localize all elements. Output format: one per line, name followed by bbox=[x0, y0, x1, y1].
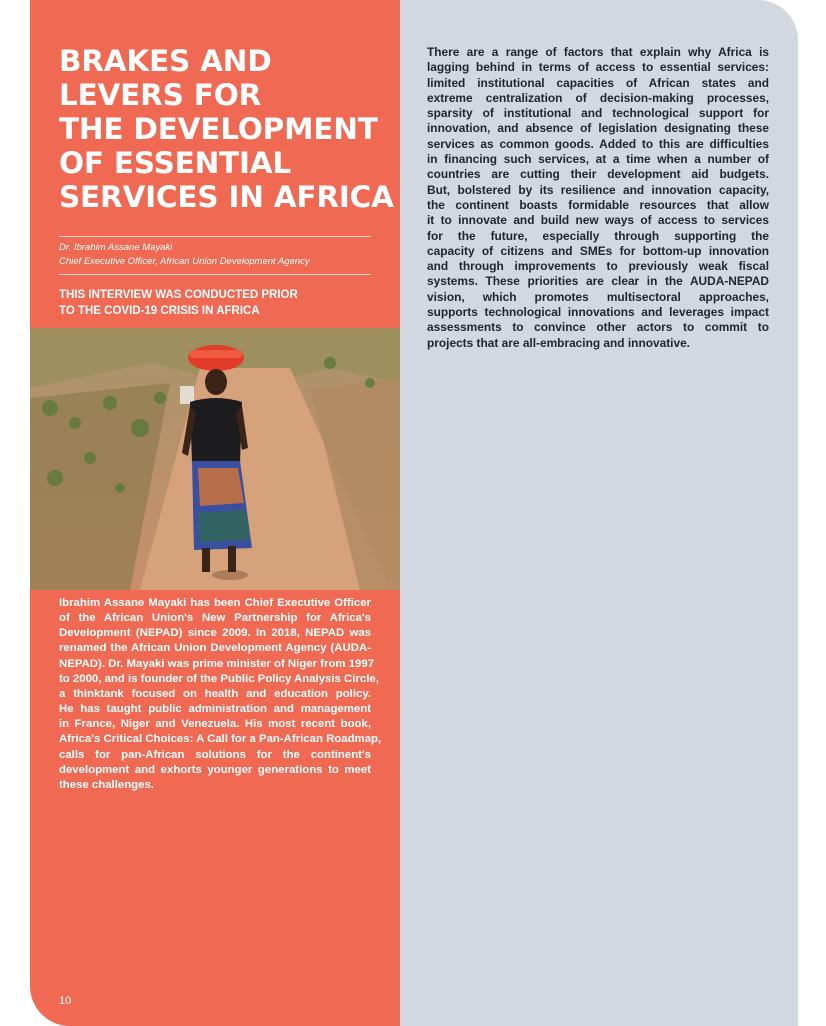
body-line: supports technological innovations and leverages impact bbox=[427, 305, 769, 320]
body-line: But, bolstered by its resilience and innovation capacity, bbox=[427, 182, 769, 197]
divider-top bbox=[59, 236, 371, 237]
article-body bbox=[427, 45, 769, 351]
author-bio bbox=[59, 596, 382, 793]
body-line: vision, which promotes multisectoral approaches, bbox=[427, 289, 769, 304]
author-name: Dr. Ibrahim Assane Mayaki bbox=[59, 242, 173, 253]
body-line: in financing such services, at a time when a number of bbox=[427, 152, 769, 167]
article-title bbox=[59, 44, 394, 214]
body-line: for the future, especially through supporting the bbox=[427, 228, 769, 243]
title-line: OF ESSENTIAL bbox=[59, 146, 291, 180]
bio-line: renamed the African Union Development Agency (AUDA- bbox=[59, 642, 371, 655]
bio-line: Development (NEPAD) since 2009. In 2018, NEPAD was bbox=[59, 627, 371, 640]
bio-line: development and exhorts younger generations to meet bbox=[59, 763, 371, 776]
body-line: systems. These priorities are clear in the AUDA-NEPAD bbox=[427, 274, 769, 289]
body-line: it to innovate and build new ways of access to services bbox=[427, 213, 769, 228]
bio-line: of the African Union's New Partnership for Africa's bbox=[59, 612, 371, 625]
page-number: 10 bbox=[59, 995, 72, 1007]
note-line: THIS INTERVIEW WAS CONDUCTED PRIOR bbox=[59, 289, 298, 301]
body-line: limited institutional capacities of African states and bbox=[427, 75, 769, 90]
body-line: services as common goods. Added to this are difficulties bbox=[427, 136, 769, 151]
body-line: assessments to convince other actors to commit to bbox=[427, 320, 769, 335]
body-line: extreme centralization of decision-making processes, bbox=[427, 90, 769, 105]
body-line: There are a range of factors that explain why Africa is bbox=[427, 45, 769, 59]
title-line: LEVERS FOR bbox=[59, 78, 262, 112]
body-line: the continent boasts formidable resources that allow bbox=[427, 197, 769, 212]
article-photo bbox=[30, 328, 400, 590]
body-line: and through improvements to previously weak fiscal bbox=[427, 259, 769, 274]
body-line: countries are cutting their development aid budgets. bbox=[427, 167, 769, 182]
bio-line: in France, Niger and Venezuela. His most recent book, bbox=[59, 718, 371, 731]
interview-note bbox=[59, 287, 359, 319]
note-line: TO THE COVID-19 CRISIS IN AFRICA bbox=[59, 305, 260, 317]
bio-line: He has taught public administration and management bbox=[59, 703, 371, 716]
author-role: Chief Executive Officer, African Union Development Agency bbox=[59, 256, 310, 267]
bio-line: calls for pan-African solutions for the continent's bbox=[59, 748, 371, 761]
body-line: lagging behind in terms of access to essential services: bbox=[427, 60, 769, 75]
title-line: BRAKES AND bbox=[59, 44, 272, 78]
body-line: projects that are all-embracing and innovative. bbox=[427, 335, 690, 350]
divider-bottom bbox=[59, 274, 371, 275]
bio-line: to 2000, and is founder of the Public Policy Analysis Circle, bbox=[59, 672, 379, 685]
bio-line: a thinktank focused on health and education policy. bbox=[59, 687, 371, 700]
bio-line: Ibrahim Assane Mayaki has been Chief Executive Officer bbox=[59, 597, 371, 609]
title-line: SERVICES IN AFRICA bbox=[59, 180, 394, 214]
title-line: THE DEVELOPMENT bbox=[59, 112, 378, 146]
body-line: innovation, and absence of legislation designating these bbox=[427, 121, 769, 136]
bio-line: Africa's Critical Choices: A Call for a Pan-African Roadmap, bbox=[59, 733, 382, 746]
body-line: sparsity of institutional and technological support for bbox=[427, 106, 769, 121]
body-line: capacity of citizens and SMEs for bottom-up innovation bbox=[427, 243, 769, 258]
bio-line: these challenges. bbox=[59, 778, 154, 791]
bio-line: NEPAD). Dr. Mayaki was prime minister of Niger from 1997 bbox=[59, 657, 375, 670]
